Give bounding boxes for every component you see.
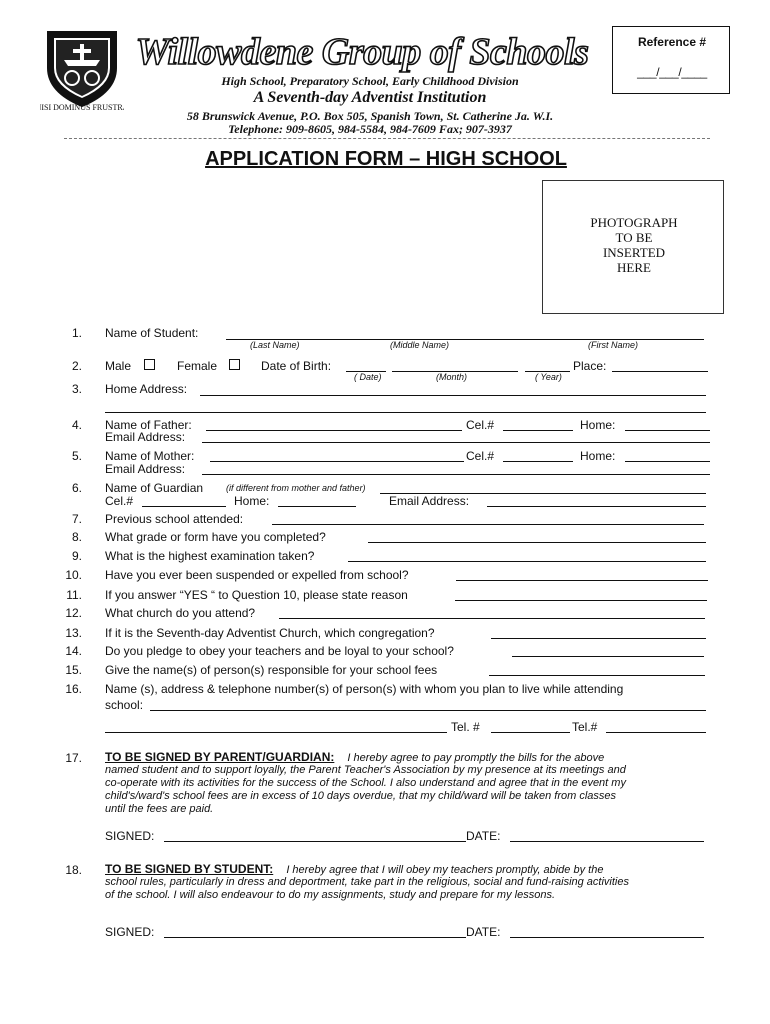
guardian-email-field[interactable] xyxy=(487,506,706,507)
mother-home-field[interactable] xyxy=(625,461,710,462)
q16-tel1-label: Tel. # xyxy=(451,720,480,734)
q16-label: Name (s), address & telephone number(s) of person(s) with whom you plan to live while attending xyxy=(105,682,624,696)
mother-email-field[interactable] xyxy=(202,474,710,475)
student-date-field[interactable] xyxy=(510,937,704,938)
q11-number: 11. xyxy=(66,588,82,602)
guardian-note: (if different from mother and father) xyxy=(226,483,366,493)
q12-label: What church do you attend? xyxy=(105,606,256,620)
school-divisions: High School, Preparatory School, Early Childhood Division xyxy=(221,74,519,88)
q18-number: 18. xyxy=(65,863,82,877)
living-with-field[interactable] xyxy=(150,710,706,711)
q14-label: Do you pledge to obey your teachers and be loyal to your school? xyxy=(105,644,454,658)
guardian-cel-label: Cel.# xyxy=(105,494,134,508)
student-agreement-first-line: TO BE SIGNED BY STUDENT: I hereby agree that I will obey my teachers promptly, abide by the xyxy=(105,862,604,876)
school-phone: Telephone: 909-8605, 984-5584, 984-7609 Fax; 907-3937 xyxy=(228,122,512,136)
photo-instructions: PHOTOGRAPH TO BE INSERTED HERE xyxy=(590,215,678,275)
home-address-label: Home Address: xyxy=(105,382,188,396)
q16-tel1-field[interactable] xyxy=(491,732,570,733)
q16-label-cont: school: xyxy=(105,698,144,712)
female-checkbox[interactable] xyxy=(229,359,240,370)
church-field[interactable] xyxy=(279,618,705,619)
reference-label: Reference # xyxy=(637,35,707,49)
mother-cel-label: Cel.# xyxy=(466,449,495,463)
parent-agreement-line5: until the fees are paid. xyxy=(105,803,214,815)
student-signature-heading: TO BE SIGNED BY STUDENT: xyxy=(105,862,274,876)
dob-year-caption: ( Year) xyxy=(535,372,562,382)
student-signed-label: SIGNED: xyxy=(105,925,155,939)
form-title: APPLICATION FORM – HIGH SCHOOL xyxy=(205,148,567,170)
q4-number: 4. xyxy=(71,418,82,432)
photo-box xyxy=(542,180,724,314)
q15-label: Give the name(s) of person(s) responsible for your school fees xyxy=(105,663,438,677)
guardian-cel-field[interactable] xyxy=(142,506,226,507)
home-address-field[interactable] xyxy=(200,395,706,396)
parent-agreement-line4: child's/ward's school fees are in excess of 10 days overdue, that my child/ward will be taken from classes xyxy=(105,790,617,802)
school-name: Willowdene Group of Schools xyxy=(135,31,589,73)
fees-responsible-field[interactable] xyxy=(489,675,705,676)
highest-exam-field[interactable] xyxy=(348,561,706,562)
q7-number: 7. xyxy=(71,512,82,526)
q1-label: Name of Student: xyxy=(105,326,199,340)
previous-school-field[interactable] xyxy=(272,524,704,525)
q1-number: 1. xyxy=(71,326,82,340)
parent-signature-field[interactable] xyxy=(164,841,466,842)
student-date-label: DATE: xyxy=(466,925,501,939)
q10-label: Have you ever been suspended or expelled from school? xyxy=(105,568,409,582)
logo-motto: NISI DOMINUS FRUSTRA xyxy=(40,103,124,112)
parent-agreement-first-line: TO BE SIGNED BY PARENT/GUARDIAN: I hereby agree to pay promptly the bills for the above xyxy=(105,750,605,764)
mother-email-label: Email Address: xyxy=(105,462,186,476)
father-email-label: Email Address: xyxy=(105,430,186,444)
male-label: Male xyxy=(105,359,132,373)
guardian-email-label: Email Address: xyxy=(389,494,470,508)
guardian-home-label: Home: xyxy=(234,494,270,508)
header-divider xyxy=(64,138,710,139)
father-home-field[interactable] xyxy=(625,430,710,431)
q16-tel2-field[interactable] xyxy=(606,732,706,733)
q8-number: 8. xyxy=(71,530,82,544)
parent-signed-label: SIGNED: xyxy=(105,829,155,843)
female-label: Female xyxy=(177,359,218,373)
grade-completed-field[interactable] xyxy=(368,542,706,543)
living-with-field-line2[interactable] xyxy=(105,732,447,733)
place-label: Place: xyxy=(573,359,607,373)
q6-number: 6. xyxy=(71,481,82,495)
mother-name-label: Name of Mother: xyxy=(105,449,195,463)
guardian-name-label: Name of Guardian xyxy=(105,481,204,495)
parent-date-field[interactable] xyxy=(510,841,704,842)
parent-agreement-line2: named student and to support loyally, the Parent Teacher's Association by my presence at its meetings and xyxy=(105,764,626,776)
q7-label: Previous school attended: xyxy=(105,512,244,526)
q12-number: 12. xyxy=(65,606,82,620)
father-home-label: Home: xyxy=(580,418,616,432)
father-cel-label: Cel.# xyxy=(466,418,495,432)
q16-number: 16. xyxy=(65,682,82,696)
q13-number: 13. xyxy=(65,626,82,640)
pledge-field[interactable] xyxy=(512,656,704,657)
mother-name-field[interactable] xyxy=(210,461,464,462)
birth-place-field[interactable] xyxy=(612,371,708,372)
q15-number: 15. xyxy=(65,663,82,677)
suspended-expelled-field[interactable] xyxy=(456,580,708,581)
student-agreement-line2: school rules, particularly in dress and deportment, take part in the religious, social and fund-raising activities xyxy=(105,876,629,888)
congregation-field[interactable] xyxy=(491,638,706,639)
reference-box xyxy=(612,26,730,94)
reference-field[interactable]: ___/___/____ xyxy=(637,65,707,79)
suspension-reason-field[interactable] xyxy=(455,600,707,601)
father-name-label: Name of Father: xyxy=(105,418,192,432)
q17-number: 17. xyxy=(65,751,82,765)
q5-number: 5. xyxy=(71,449,82,463)
q9-number: 9. xyxy=(71,549,82,563)
parent-date-label: DATE: xyxy=(466,829,501,843)
q9-label: What is the highest examination taken? xyxy=(105,549,315,563)
q11-label: If you answer “YES “ to Question 10, please state reason xyxy=(105,588,408,602)
parent-signature-heading: TO BE SIGNED BY PARENT/GUARDIAN: xyxy=(105,750,335,764)
q10-number: 10. xyxy=(65,568,82,582)
mother-home-label: Home: xyxy=(580,449,616,463)
mother-cel-field[interactable] xyxy=(503,461,573,462)
q16-tel2-label: Tel.# xyxy=(572,720,598,734)
middle-name-caption: (Middle Name) xyxy=(390,340,450,350)
dob-label: Date of Birth: xyxy=(261,359,332,373)
student-agreement-line3: of the school. I will also endeavour to do my assignments, study and prepare for my lessons. xyxy=(105,889,556,901)
school-address: 58 Brunswick Avenue, P.O. Box 505, Spanish Town, St. Catherine Ja. W.I. xyxy=(186,109,554,123)
q8-label: What grade or form have you completed? xyxy=(105,530,326,544)
institution-tagline: A Seventh-day Adventist Institution xyxy=(253,89,487,106)
parent-agreement-line3: co-operate with its activities for the success of the School. I also understand and agree that in the event my xyxy=(105,777,626,789)
q3-number: 3. xyxy=(71,382,82,396)
father-cel-field[interactable] xyxy=(503,430,573,431)
home-address-field-line2[interactable] xyxy=(105,412,706,413)
father-email-field[interactable] xyxy=(202,442,710,443)
q2-number: 2. xyxy=(71,359,82,373)
first-name-caption: (First Name) xyxy=(588,340,638,350)
last-name-caption: (Last Name) xyxy=(250,340,300,350)
guardian-home-field[interactable] xyxy=(278,506,356,507)
dob-date-caption: ( Date) xyxy=(354,372,382,382)
q13-label: If it is the Seventh-day Adventist Church, which congregation? xyxy=(105,626,435,640)
dob-month-caption: (Month) xyxy=(436,372,468,382)
q14-number: 14. xyxy=(65,644,82,658)
father-name-field[interactable] xyxy=(206,430,462,431)
student-signature-field[interactable] xyxy=(164,937,466,938)
male-checkbox[interactable] xyxy=(144,359,155,370)
